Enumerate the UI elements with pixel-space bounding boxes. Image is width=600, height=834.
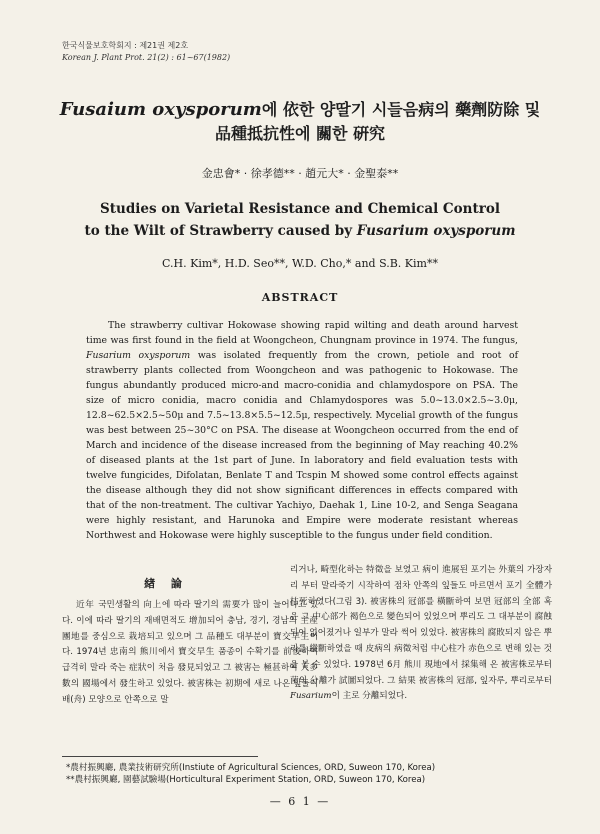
korean-title-line1: 에 依한 양딸기 시들음病의 藥劑防除 및 (261, 100, 541, 119)
affiliation-footnotes (66, 762, 435, 786)
korean-authors: 金忠會* · 徐孝德** · 趙元大* · 金聖泰** (201, 167, 399, 180)
introduction-right-column (290, 563, 552, 705)
english-authors: C.H. Kim*, H.D. Seo**, W.D. Cho,* and S.B. Kim** (162, 257, 438, 270)
left-column-text: 近年 국민생활의 向上에 따라 딸기의 需要가 많이 늘어나고 있다. 이에 따라 딸기의 재배면적도 增加되어 충남, 경기, 경남의 主産團地를 중심으로 栽培되고 있으며 그 品種도 대부분이 寶交早生이다. 1974년 忠南의 熊川에서 寶交早生 품종이 수확기를 前後하여 급격히 말라 죽는 症狀이 처음 發見되었고 그 被害는 極甚하여 人多數의 國場에서 發生하고 있었다. 被害株는 初期에 새로 나온 잎들이 배(舟) 모양으로 안쪽으로 말 (62, 600, 318, 705)
journal-name-english: Korean J. Plant Prot. 21(2) : 61~67(1982) (62, 53, 231, 62)
abstract-heading: ABSTRACT (261, 291, 339, 304)
right-column-scientific-name: Fusarium (290, 691, 332, 702)
korean-title (40, 98, 560, 146)
right-column-text: 리거나, 畸型化하는 特徵을 보였고 病이 進展된 포기는 外葉의 가장자리 부터 말라죽기 시작하여 점차 안쪽의 잎들도 마르면서 포기 全體가 枯死하였다(그림 3). 被害株의 冠部를 橫斷하여 보면 冠部의 全部 혹은 그 中心部가 褐色으로 變色되어 있었으며 뿌리도 그 대부분이 腐蝕되어 없어졌거나 일부가 말라 썩어 있었다. 被害株의 腐敗되지 않은 뿌리를 縱斷하였을 때 皮病의 病徵처럼 中心柱가 赤色으로 변해 있는 것을 볼 수 있었다. 1978년 6月 熊川 現地에서 採集해 온 被害株로부터 菌의 分離가 試圖되었다. 그 結果 被害株의 冠部, 잎자루, 뿌리로부터 (290, 565, 552, 686)
footnote-1: *農村振興廳, 農業技術研究所(Instiute of Agricultural Sciences, ORD, Suweon 170, Korea) (66, 763, 436, 773)
korean-title-line2: 品種抵抗性에 關한 硏究 (214, 124, 386, 143)
abstract-text-part1: The strawberry cultivar Hokowase showing rapid wilting and death around harvest time was first found in the field at Woongcheon, Chungnam province in 1974. The fungus, (86, 320, 518, 346)
introduction-left-column (62, 598, 318, 709)
footnote-divider (62, 756, 258, 757)
right-column-text-end: 이 主로 分離되었다. (331, 691, 408, 702)
footnote-2: **農村振興廳, 園藝試驗場(Horticultural Experiment Station, ORD, Suweon 170, Korea) (66, 775, 426, 785)
english-title-line2: to the Wilt of Strawberry caused by (84, 223, 357, 239)
journal-citation (62, 40, 230, 64)
abstract-body (86, 318, 518, 543)
english-title-scientific-name: Fusarium oxysporum (356, 223, 516, 239)
journal-name-korean: 한국식물보호학회지 : 제21권 제2호 (62, 41, 189, 50)
english-title-line1: Studies on Varietal Resistance and Chemical Control (100, 201, 500, 217)
abstract-text-part2: was isolated frequently from the crown, petiole and root of strawberry plants collected from Woongcheon and was pathogenic to Hokowase. The fungus abundantly produced micro-and macro-conidia and chlamydospore on PSA. The size of micro conidia, macro conidia and Chlamydospores was 5.0~13.0×2.5~3.0μ, 12.8~62.5×2.5~50μ and 7.5~13.8×5.5~12.5μ, respectively. Mycelial growth of the fungus was best between 25~30°C on PSA. The disease at Woongcheon occurred from the end of March and incidence of the disease increased from the beginning of May reaching 40.2% of diseased plants at the 1st part of June. In laboratory and field evaluation tests with twelve fungicides, Difolatan, Benlate T and Tcspin M showed some control effects against the disease although they did not show significant differences in effects compared with that of the non-treatment. The cultivar Yachiyo, Daehak 1, Line 10-2, and Senga Seagana were highly resistant, and Harunoka and Empire were moderate resistant whereas Northwest and Hokowase were highly susceptible to the fungus under field condition. (86, 350, 519, 541)
abstract-scientific-name: Fusarium oxysporum (86, 350, 191, 361)
english-title (40, 198, 560, 242)
introduction-heading: 緖 論 (144, 577, 188, 590)
korean-title-scientific-name: Fusaium oxysporum (59, 99, 262, 120)
page-number: — 6 1 — (269, 795, 331, 808)
